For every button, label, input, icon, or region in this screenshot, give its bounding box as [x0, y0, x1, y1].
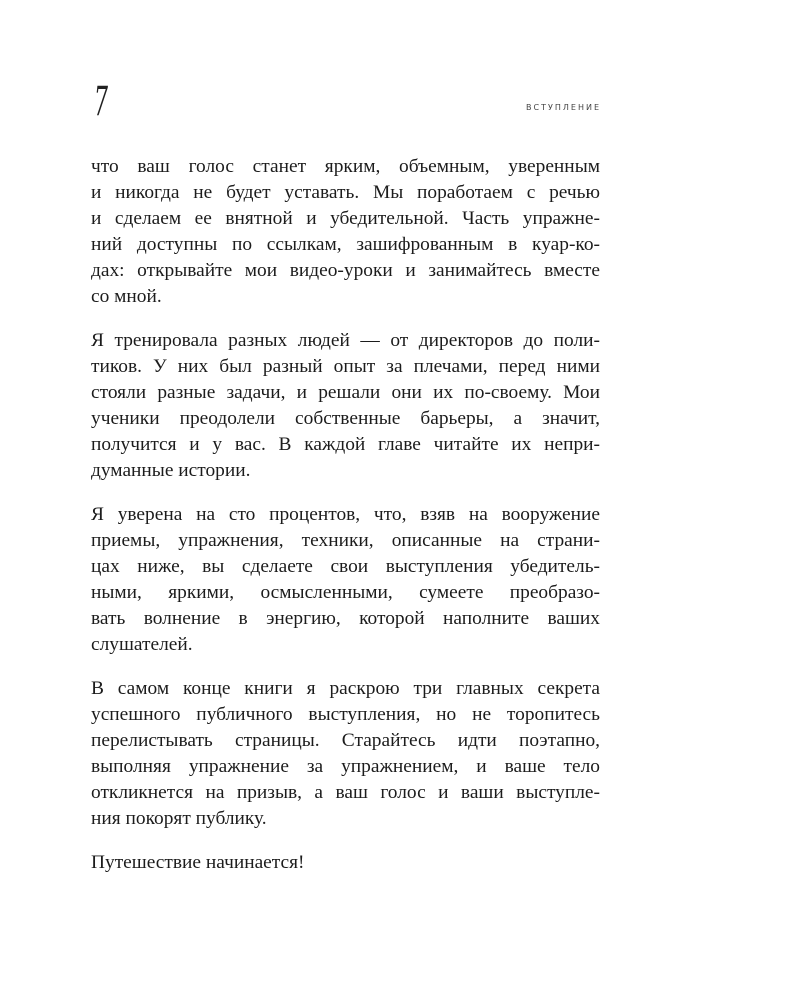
text-line: и сделаем ее внятной и убедительной. Часть упражне- — [91, 208, 600, 229]
text-line: что ваш голос станет ярким, объемным, уверенным — [91, 156, 600, 177]
text-line: думанные истории. — [91, 460, 251, 481]
text-line: перелистывать страницы. Старайтесь идти поэтапно, — [91, 730, 600, 751]
text-line: Я тренировала разных людей — от директоров до поли- — [91, 330, 600, 351]
text-line: ученики преодолели собственные барьеры, а значит, — [91, 408, 600, 429]
text-line: успешного публичного выступления, но не торопитесь — [91, 704, 600, 725]
text-line: со мной. — [91, 286, 162, 307]
text-line: В самом конце книги я раскрою три главных секрета — [91, 678, 600, 699]
text-line: и никогда не будет уставать. Мы поработаем с речью — [91, 182, 600, 203]
text-line: получится и у вас. В каждой главе читайте их непри- — [91, 434, 600, 455]
text-line: цах ниже, вы сделаете свои выступления убедитель- — [91, 556, 600, 577]
text-line: ными, яркими, осмысленными, сумеете преобразо- — [91, 582, 600, 603]
body-text — [91, 154, 600, 894]
text-line: Я уверена на сто процентов, что, взяв на вооружение — [91, 504, 600, 525]
page-number: 7 — [94, 79, 108, 125]
text-line: Путешествие начинается! — [91, 852, 305, 873]
text-line: тиков. У них был разный опыт за плечами, перед ними — [91, 356, 600, 377]
paragraph-3 — [91, 502, 600, 658]
text-line: дах: открывайте мои видео-уроки и занимайтесь вместе — [91, 260, 600, 281]
running-head: ВСТУПЛЕНИЕ — [526, 103, 601, 112]
paragraph-1 — [91, 154, 600, 310]
paragraph-2 — [91, 328, 600, 484]
paragraph-5 — [91, 850, 600, 876]
text-line: слушателей. — [91, 634, 193, 655]
text-line: откликнется на призыв, а ваш голос и ваши выступле- — [91, 782, 600, 803]
paragraph-4 — [91, 676, 600, 832]
text-line: вать волнение в энергию, которой наполните ваших — [91, 608, 600, 629]
text-line: приемы, упражнения, техники, описанные на страни- — [91, 530, 600, 551]
text-line: ния покорят публику. — [91, 808, 267, 829]
text-line: выполняя упражнение за упражнением, и ваше тело — [91, 756, 600, 777]
text-line: ний доступны по ссылкам, зашифрованным в куар-ко- — [91, 234, 600, 255]
text-line: стояли разные задачи, и решали они их по-своему. Мои — [91, 382, 600, 403]
